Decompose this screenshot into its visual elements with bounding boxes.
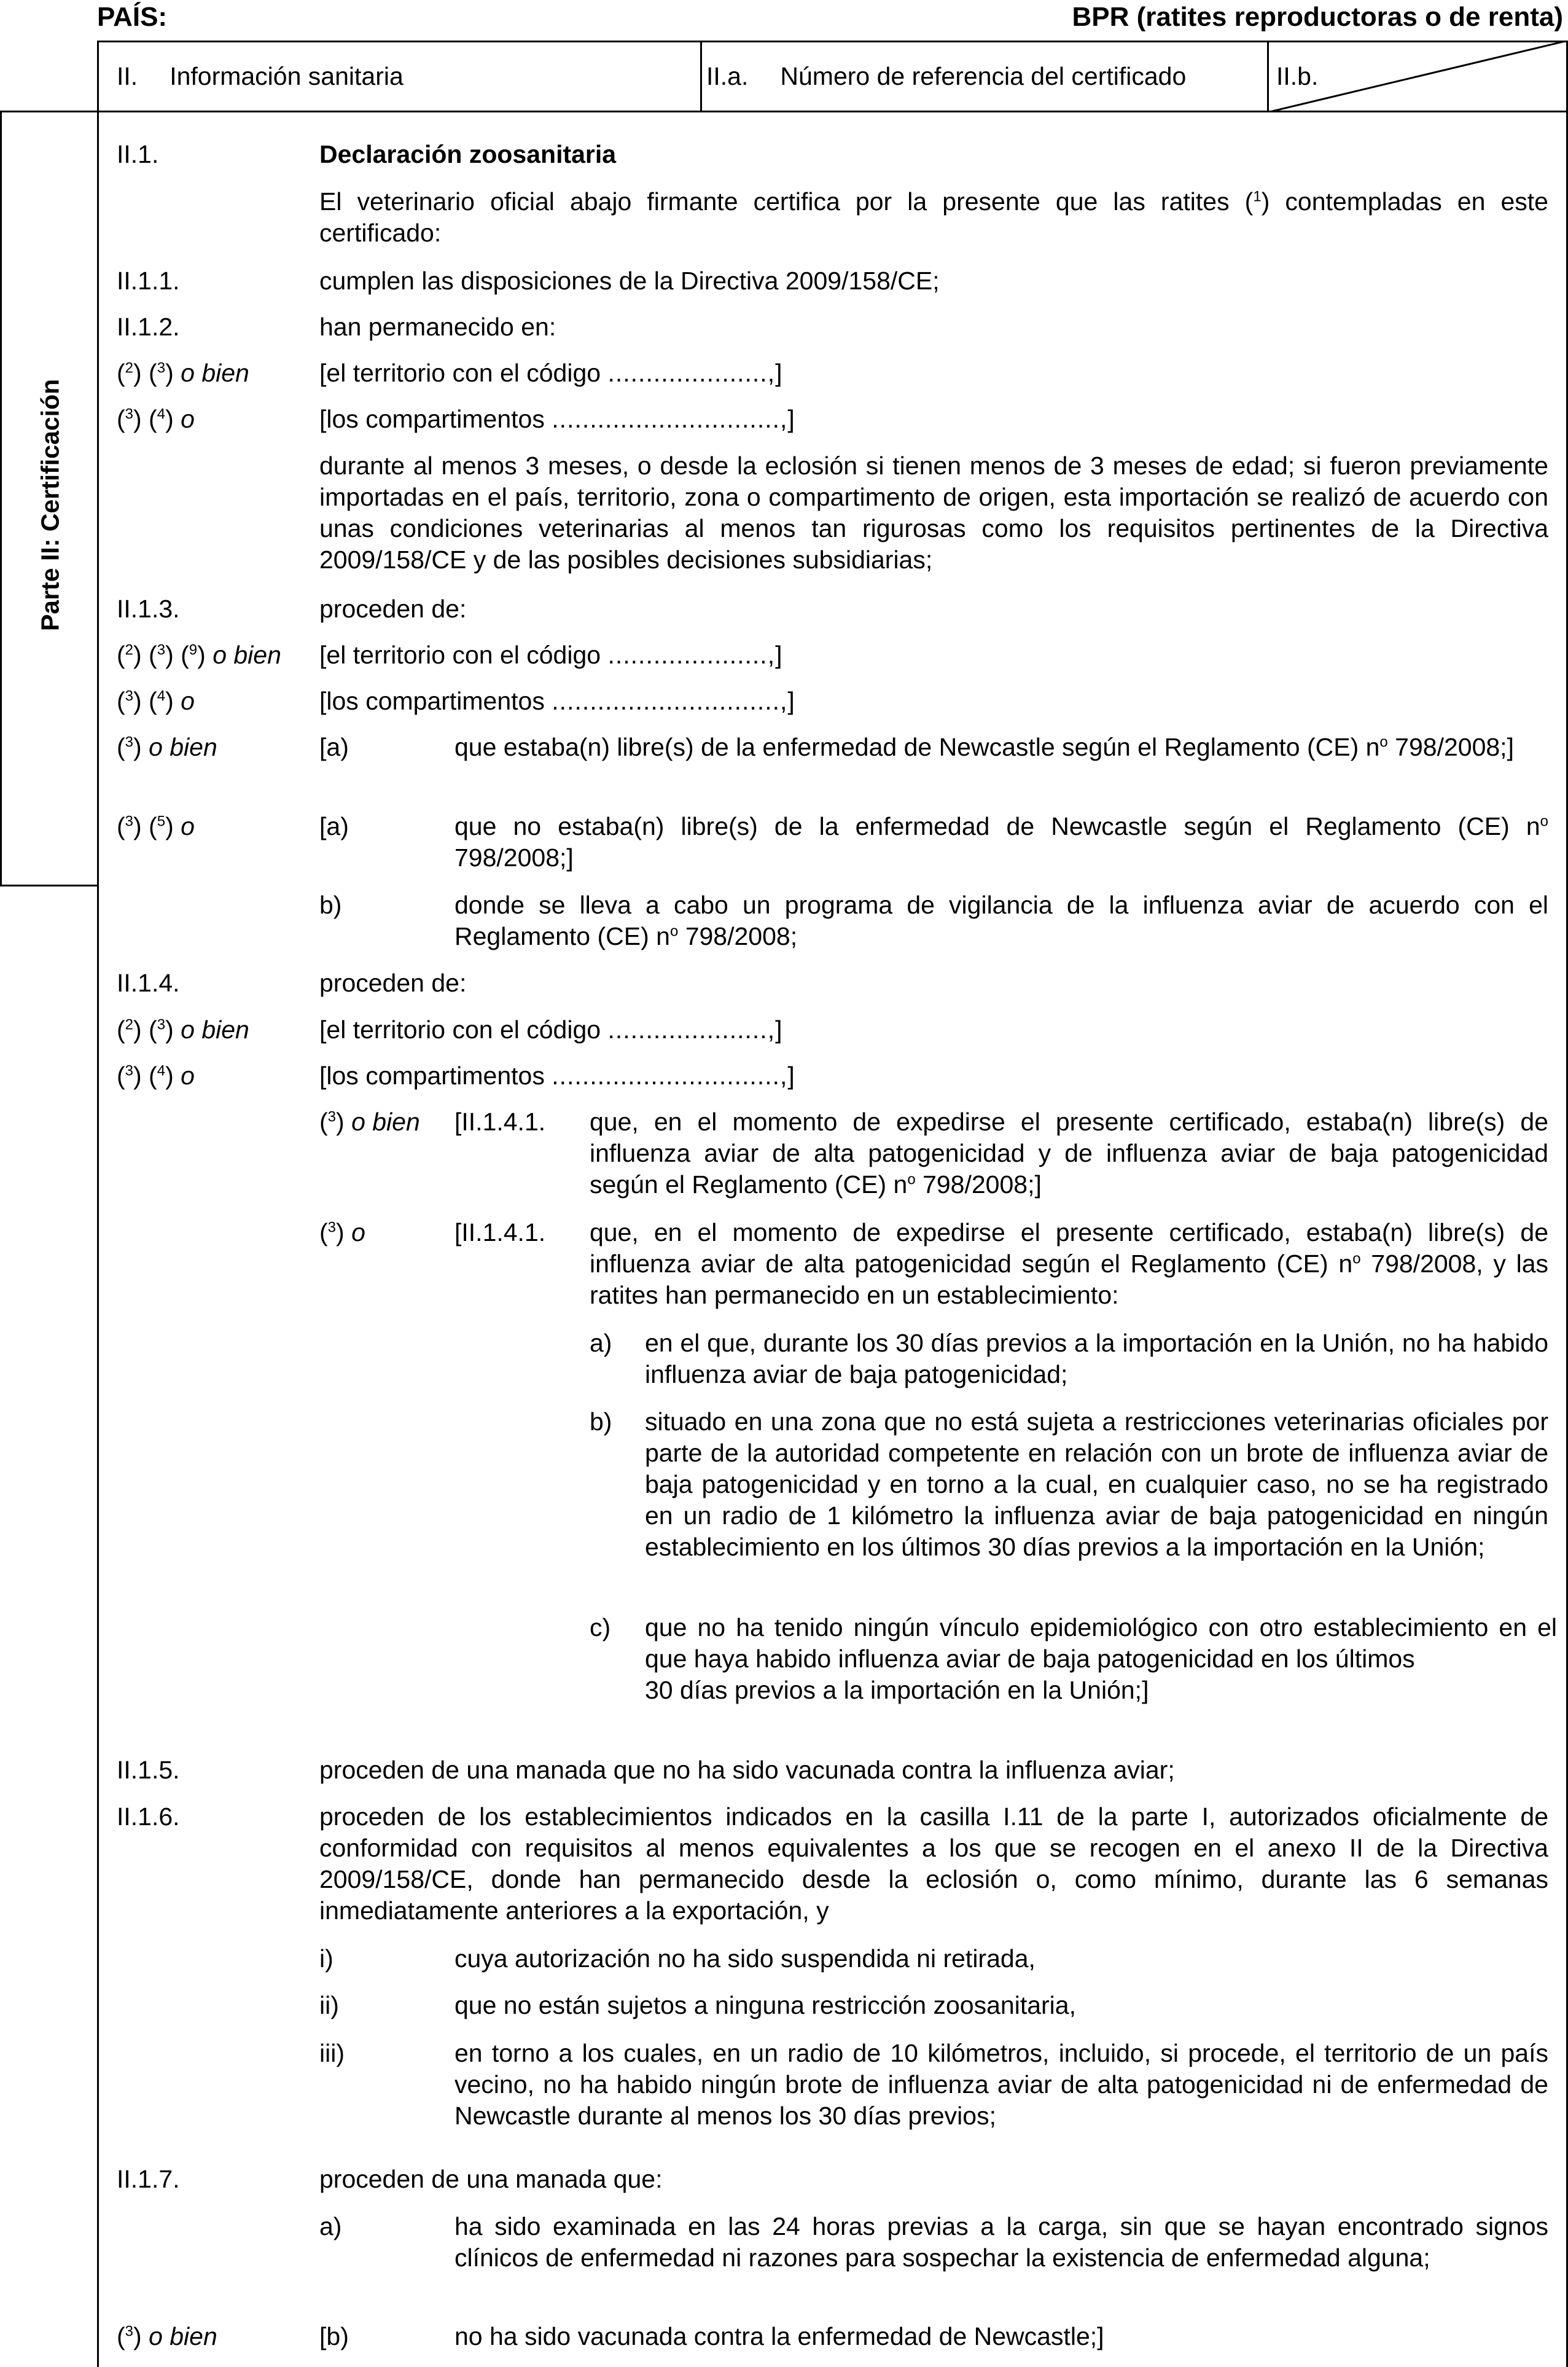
option-notes: ($^2$) ($^3$) ($^9$) o bien [117, 641, 281, 669]
sub-item-label: a) [590, 1329, 612, 1357]
option-text: que estaba(n) libre(s) de la enfermedad de Newcastle según el Reglamento (CE) $n^o$ 798/2008;] [454, 733, 1514, 761]
row-number: II.1.6. [117, 1802, 180, 1831]
row-number: II.1.5. [117, 1756, 180, 1784]
sub-item-label: i) [319, 1944, 333, 1973]
sub-item-text: en el que, durante los 30 días previos a la importación en la Unión, no ha habido influenza aviar de baja patogenicidad; [645, 1329, 1548, 1388]
option-notes: ($^3$) ($^4$) o [117, 405, 195, 433]
side-label: Parte II: Certificación [36, 378, 64, 632]
section-title: Información sanitaria [170, 61, 404, 90]
row-text: cumplen las disposiciones de la Directiva 2009/158/CE; [319, 267, 940, 295]
option-text: [los compartimentos ..............................,] [319, 687, 795, 715]
side-box-left [0, 111, 2, 886]
row-number: II.1.2. [117, 313, 180, 341]
option-label: [b) [319, 2322, 349, 2350]
option-notes: ($^3$) ($^4$) o [117, 687, 195, 715]
row-text: han permanecido en: [319, 313, 556, 341]
option-text: no ha sido vacunada contra la enfermedad de Newcastle;] [454, 2322, 1104, 2350]
sub-item-label: b) [590, 1407, 612, 1436]
option-text: que no estaba(n) libre(s) de la enfermedad de Newcastle según el Reglamento (CE) $n^o$ 798/2008;] [454, 812, 1548, 872]
option-label: [a) [319, 733, 349, 761]
sub-item-label: a) [319, 2212, 342, 2240]
row-number: II.1.4. [117, 969, 180, 997]
option-text: [el territorio con el código .....................,] [319, 359, 783, 387]
option-notes: ($^2$) ($^3$) o bien [117, 359, 249, 387]
option-text: [los compartimentos ..............................,] [319, 405, 795, 433]
sub-item-label: iii) [319, 2039, 345, 2067]
option-label: b) [319, 891, 342, 919]
sub-item-text: situado en una zona que no está sujeta a restricciones veterinarias oficiales por parte de la autoridad competente en relación con un brote de influenza aviar de baja patogenicidad y en torno a la cual, en cualquier caso, no se ha registrado en un radio de 1 kilómetro la influenza aviar de baja patogenicidad en ningún establecimiento en los últimos 30 días previos a la importación en la Unión; [645, 1407, 1548, 1561]
side-box-bottom [0, 885, 98, 886]
option-text: [el territorio con el código .....................,] [319, 641, 783, 669]
option-text: que, en el momento de expedirse el presente certificado, estaba(n) libre(s) de influenza aviar de alta patogenicidad según el Reglamento (CE) $n^o$ 798/2008, y las ratites han permanecido en un establecimiento: [590, 1218, 1549, 1309]
option-notes: ($^3$) o bien [117, 2322, 217, 2350]
ref-code: II.a. [706, 61, 749, 90]
row-text: proceden de: [319, 595, 467, 623]
row-number: II.1.1. [117, 267, 180, 295]
intro-text: El veterinario oficial abajo firmante certifica por la presente que las ratites ($^1$) contempladas en este certificado: [319, 187, 1548, 247]
country-label: PAÍS: [97, 2, 168, 32]
header-iib [1276, 42, 1318, 111]
declaration-title: Declaración zoosanitaria [319, 140, 617, 168]
duration-text: durante al menos 3 meses, o desde la eclosión si tienen menos de 3 meses de edad; si fueron previamente importadas en el país, territorio, zona o compartimento de origen, esta importación se realizó de acuerdo con unas condiciones veterinarias al menos tan rigurosas como los requisitos pertinentes de la Directiva 2009/158/CE y de las posibles decisiones subsidiarias; [319, 452, 1548, 574]
option-notes: ($^3$) ($^5$) o [117, 812, 195, 840]
frame-left [97, 41, 99, 2367]
option-notes: ($^3$) ($^4$) o [117, 1062, 195, 1090]
frame-divider-1 [700, 41, 702, 112]
row-text: proceden de los establecimientos indicados en la casilla I.11 de la parte I, autorizados oficialmente de conformidad con requisitos al menos equivalentes a los que se recogen en el anexo II de la Directiva 2009/158/CE, donde han permanecido desde la eclosión o, como mínimo, durante las 6 semanas inmediatamente anteriores a la exportación, y [319, 1802, 1548, 1925]
row-text: proceden de: [319, 969, 467, 997]
header-reference [706, 42, 1186, 111]
row-number: II.1.7. [117, 2165, 180, 2193]
product-label: BPR (ratites reproductoras o de renta) [1072, 2, 1563, 32]
option-notes: ($^3$) o [319, 1218, 365, 1246]
row-text: proceden de una manada que no ha sido vacunada contra la influenza aviar; [319, 1756, 1175, 1784]
ref-title: Número de referencia del certificado [780, 61, 1187, 90]
sub-item-text: ha sido examinada en las 24 horas previas a la carga, sin que se hayan encontrado signos clínicos de enfermedad ni razones para sospechar la existencia de enfermedad alguna; [454, 2212, 1548, 2272]
option-sub-number: [II.1.4.1. [454, 1108, 546, 1136]
option-notes: ($^3$) o bien [319, 1108, 420, 1136]
option-notes: ($^2$) ($^3$) o bien [117, 1015, 249, 1044]
option-text: [los compartimentos ..............................,] [319, 1062, 795, 1090]
option-sub-number: [II.1.4.1. [454, 1218, 546, 1246]
section-number: II. [117, 61, 138, 90]
option-text: que, en el momento de expedirse el presente certificado, estaba(n) libre(s) de influenza aviar de alta patogenicidad y de influenza aviar de baja patogenicidad según el Reglamento (CE) $n^o$ 798/2008;] [590, 1108, 1548, 1199]
row-number: II.1. [117, 140, 159, 168]
iib-code: II.b. [1276, 61, 1319, 90]
sub-item-text: cuya autorización no ha sido suspendida ni retirada, [454, 1944, 1036, 1973]
header-section [117, 42, 404, 111]
side-box-top [0, 111, 98, 112]
sub-item-text: en torno a los cuales, en un radio de 10 kilómetros, incluido, si procede, el territorio de un país vecino, no ha habido ningún brote de influenza aviar de alta patogenicidad ni de enfermedad de Newcastle durante al menos los 30 días previos; [454, 2039, 1548, 2130]
sub-item-label: ii) [319, 1991, 339, 2019]
option-notes: ($^3$) o bien [117, 733, 217, 761]
sub-item-text: que no están sujetos a ninguna restricción zoosanitaria, [454, 1991, 1076, 2019]
sub-item-text: que no ha tenido ningún vínculo epidemiológico con otro establecimiento en el que haya habido influenza aviar de baja patogenicidad en los últimos 30 días previos a la importación en la Unión;] [645, 1613, 1557, 1704]
sub-item-label: c) [590, 1613, 611, 1641]
row-number: II.1.3. [117, 595, 180, 623]
option-text: donde se lleva a cabo un programa de vigilancia de la influenza aviar de acuerdo con el Reglamento (CE) $n^o$ 798/2008; [454, 891, 1548, 950]
row-text: proceden de una manada que: [319, 2165, 663, 2193]
option-text: [el territorio con el código .....................,] [319, 1015, 783, 1044]
option-label: [a) [319, 812, 349, 840]
